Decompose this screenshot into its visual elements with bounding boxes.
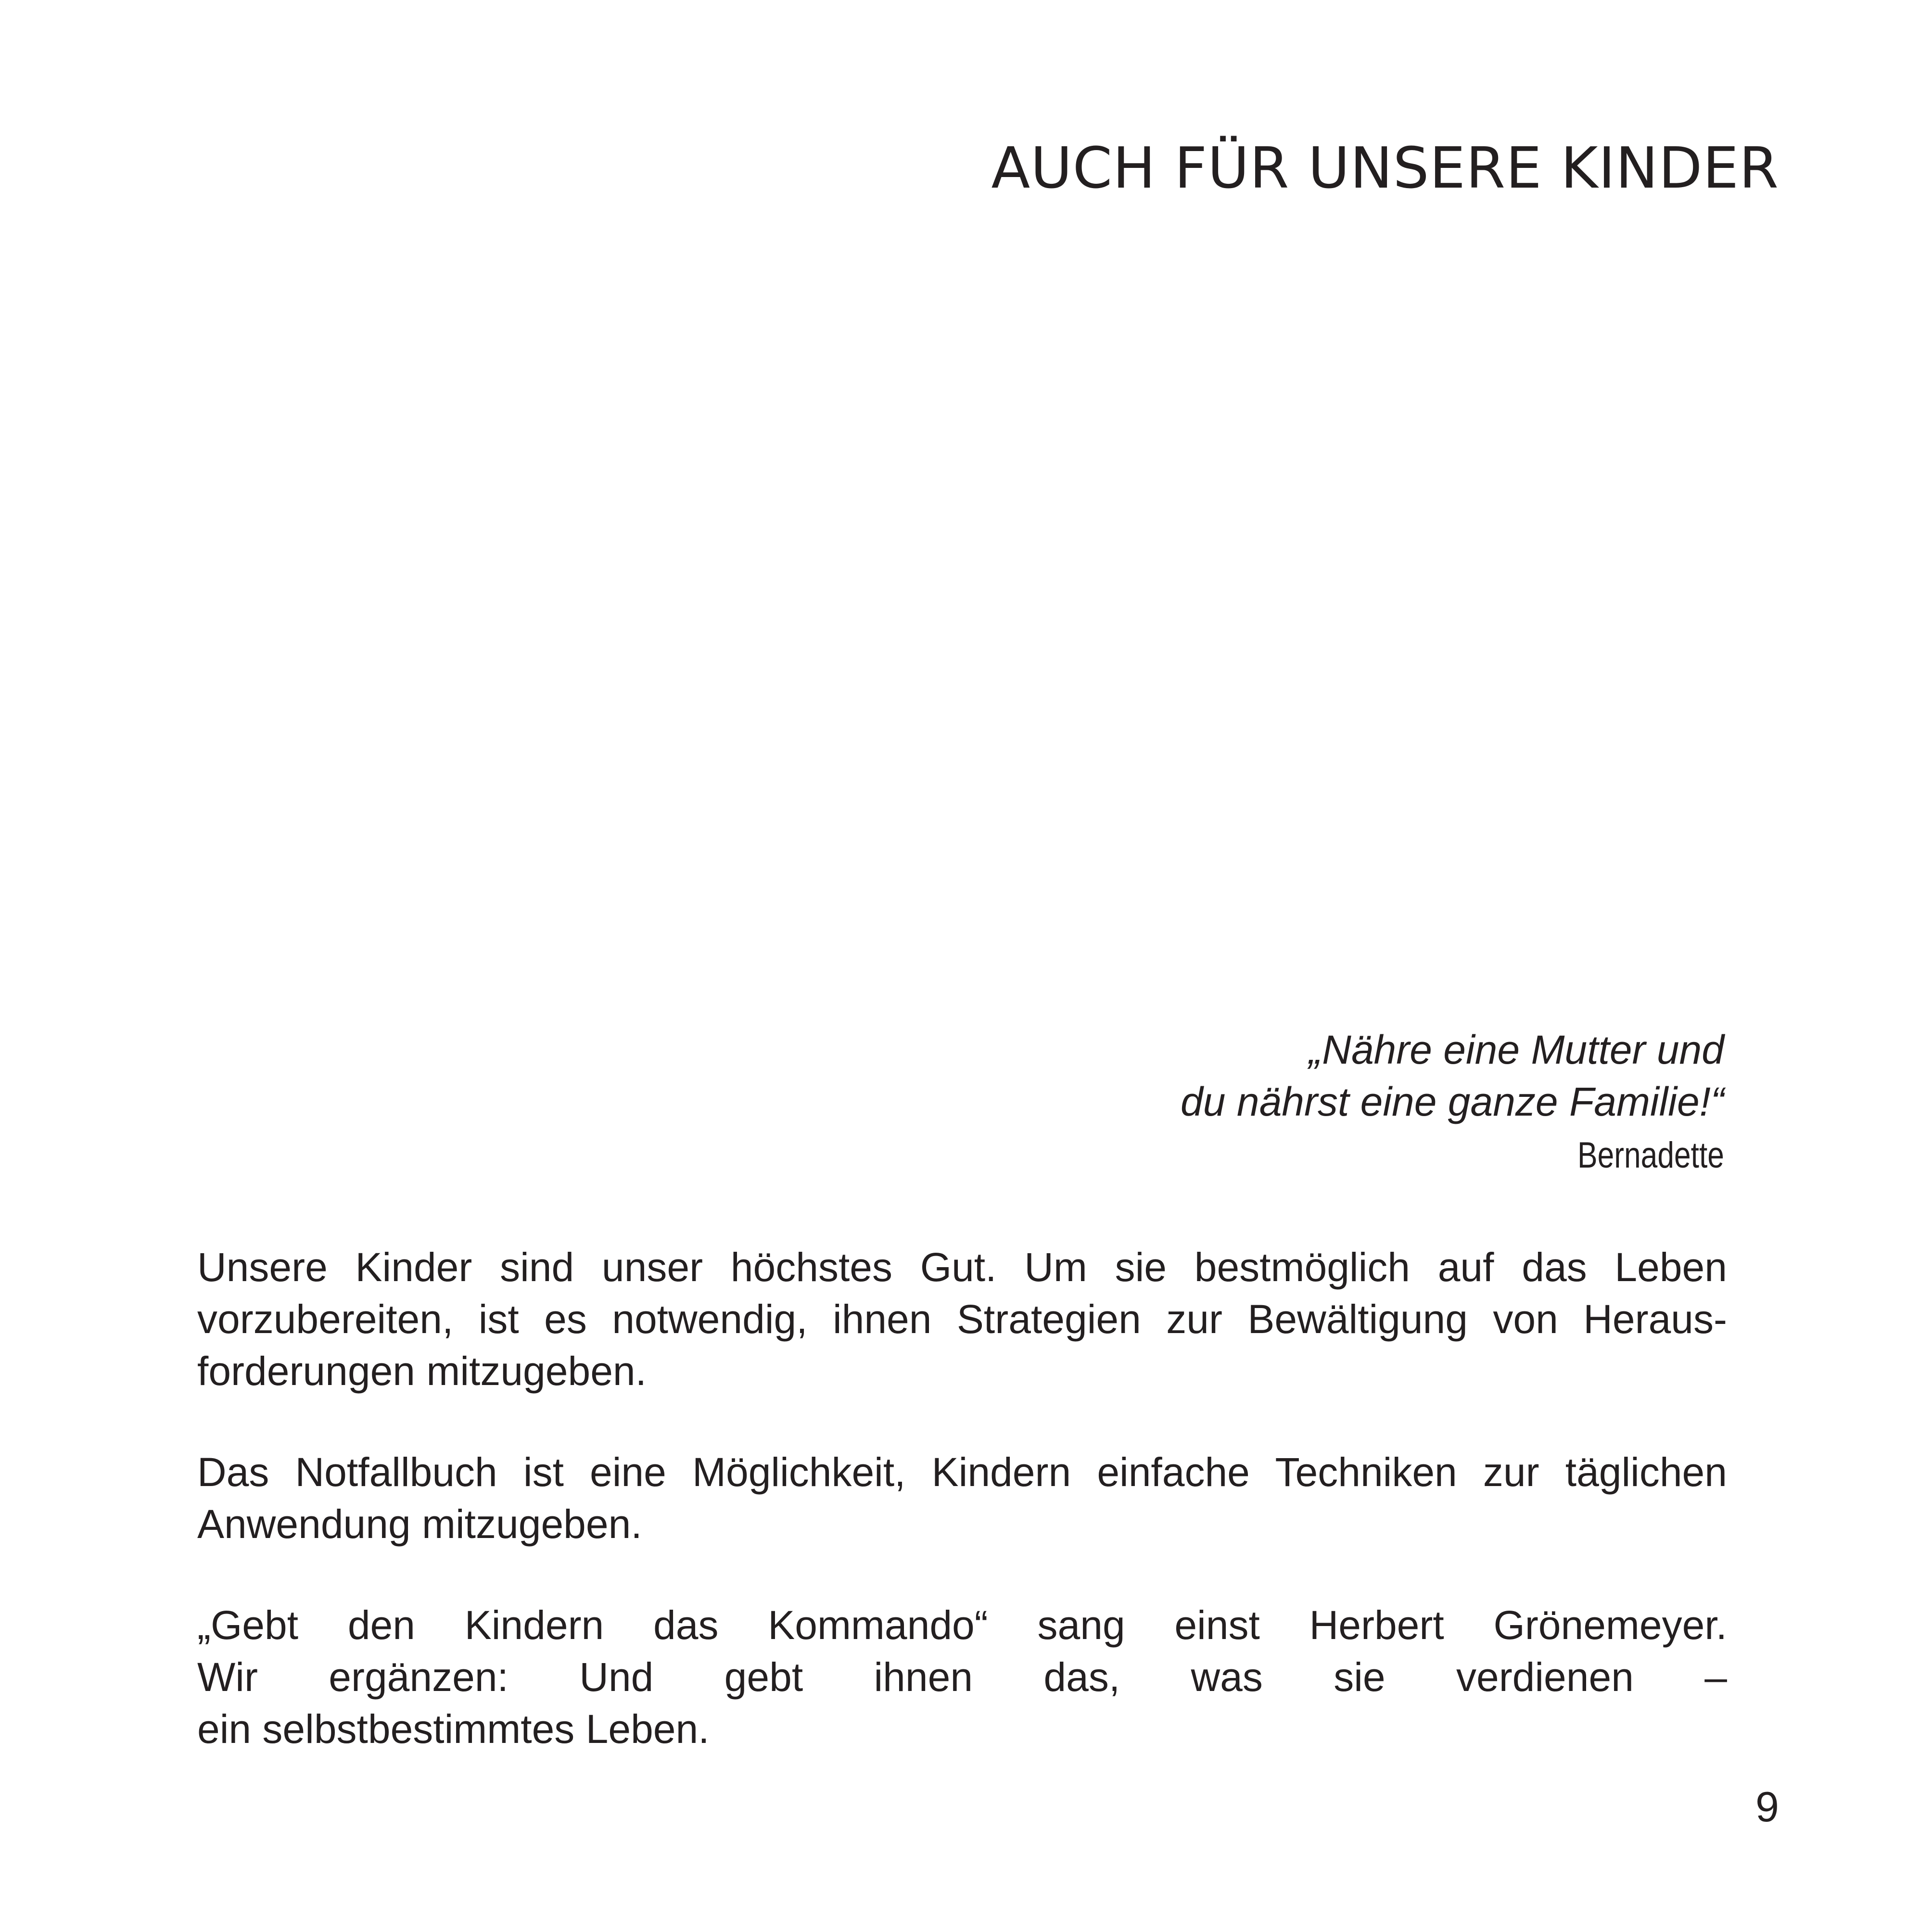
paragraph-emergency-book bbox=[197, 1446, 1727, 1550]
paragraph-children-value bbox=[197, 1241, 1727, 1397]
epigraph-line: du nährst eine ganze Familie!“ bbox=[1181, 1079, 1724, 1124]
paragraph-line: Unsere Kinder sind unser höchstes Gut. Um sie bestmöglich auf das Leben bbox=[197, 1245, 1727, 1290]
epigraph-line: „Nähre eine Mutter und bbox=[1309, 1027, 1724, 1072]
body-text bbox=[197, 1241, 1727, 1804]
paragraph-line: Wir ergänzen: Und gebt ihnen das, was sie verdienen – bbox=[197, 1654, 1727, 1700]
paragraph-line: Das Notfallbuch ist eine Möglichkeit, Kindern einfache Techniken zur täglichen bbox=[197, 1449, 1727, 1495]
page-number: 9 bbox=[1755, 1783, 1779, 1830]
page-title: AUCH FÜR UNSERE KINDER bbox=[991, 135, 1779, 201]
paragraph-line: ein selbstbestimmtes Leben. bbox=[197, 1706, 710, 1752]
paragraph-line: Anwendung mitzugeben. bbox=[197, 1501, 642, 1547]
epigraph-author: Bernadette bbox=[1577, 1135, 1724, 1176]
epigraph bbox=[1181, 1024, 1724, 1182]
paragraph-line: vorzubereiten, ist es notwendig, ihnen Strategien zur Bewältigung von Heraus- bbox=[197, 1296, 1727, 1342]
paragraph-line: forderungen mitzugeben. bbox=[197, 1348, 647, 1394]
paragraph-groenemeyer-quote bbox=[197, 1599, 1727, 1755]
paragraph-line: „Gebt den Kindern das Kommando“ sang einst Herbert Grönemeyer. bbox=[197, 1602, 1727, 1648]
